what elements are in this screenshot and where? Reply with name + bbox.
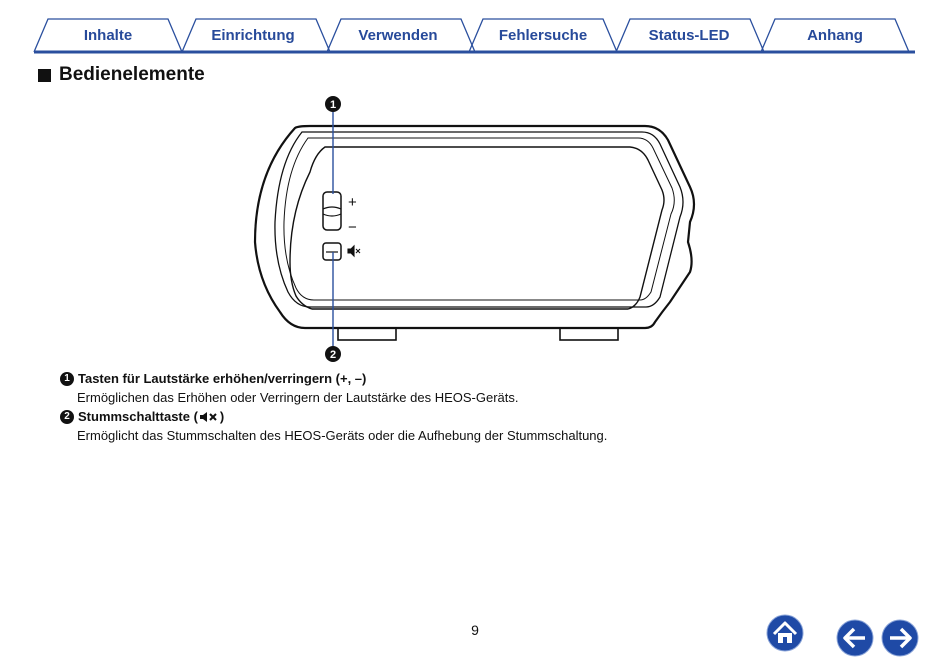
mute-symbol-icon [348,246,360,256]
home-button[interactable] [766,614,804,652]
speaker-front-panel [290,147,664,309]
minus-label: − [348,219,357,236]
foot-right [560,328,618,340]
callout-1-number: 1 [329,99,337,111]
tab-status-led[interactable]: Status-LED [648,26,730,44]
next-page-button[interactable] [881,619,919,657]
tab-bar [0,0,950,60]
item-1-description: Ermöglichen das Erhöhen oder Verringern der Lautstärke des HEOS-Geräts. [77,390,519,405]
item-2-title-suffix: ) [219,409,225,424]
speaker-inner-outline-2 [284,138,674,300]
tab-inhalte[interactable]: Inhalte [83,26,133,44]
tab-einrichtung[interactable]: Einrichtung [211,26,295,44]
section-title [38,64,205,86]
mute-icon [199,411,219,423]
callout-2-number: 2 [329,349,337,361]
device-diagram [250,92,710,367]
item-mute [60,407,607,445]
speaker-outer-shell [255,126,694,328]
item-2-number: 2 [60,410,74,424]
volume-button [323,192,341,230]
plus-label: + [348,194,357,211]
tab-anhang[interactable]: Anhang [807,26,863,44]
section-title-text: Bedienelemente [59,64,205,85]
square-bullet-icon [38,69,51,82]
item-1-number: 1 [60,372,74,386]
foot-left [338,328,396,340]
speaker-inner-outline-1 [275,132,683,307]
item-volume [60,369,519,407]
tab-verwenden[interactable]: Verwenden [358,26,438,44]
item-2-description: Ermöglicht das Stummschalten des HEOS-Geräts oder die Aufhebung der Stummschaltung. [77,428,608,443]
page-number: 9 [471,622,479,638]
item-1-title: Tasten für Lautstärke erhöhen/verringern (+, –) [78,371,367,386]
previous-page-button[interactable] [836,619,874,657]
tab-fehlersuche[interactable]: Fehlersuche [498,26,588,44]
item-2-title-prefix: Stummschalttaste ( [78,409,198,424]
